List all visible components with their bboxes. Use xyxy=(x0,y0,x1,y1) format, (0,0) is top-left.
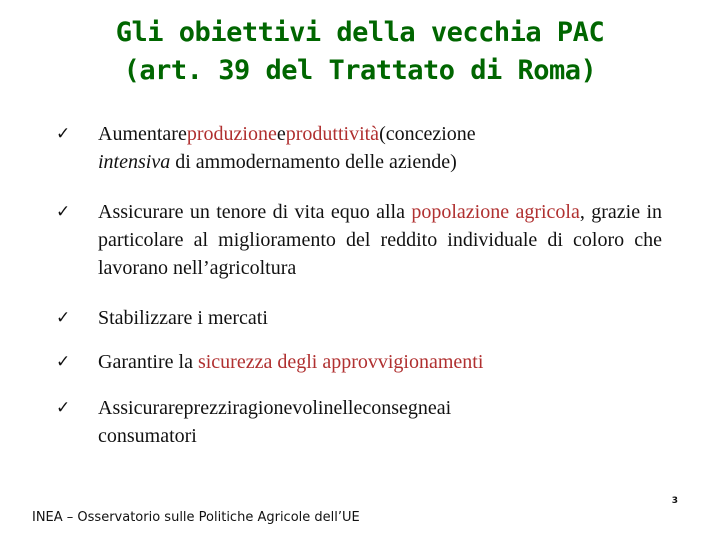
bullet-1-highlight-produttivita: produttività xyxy=(285,123,380,145)
bullet-1-line-2 xyxy=(98,148,476,176)
bullet-4-highlight: sicurezza degli approvvigionamenti xyxy=(197,351,484,373)
bullet-5-word: nelle xyxy=(323,397,363,419)
bullet-1-line-2-rest: di ammodernamento delle aziende) xyxy=(170,151,457,173)
bullet-1-italic-intensiva: intensiva xyxy=(98,151,171,173)
bullet-1-word-aumentare: Aumentare xyxy=(98,123,187,145)
check-icon: ✓ xyxy=(56,202,71,222)
bullet-item-4 xyxy=(56,348,483,376)
bullet-5-word: consegne xyxy=(362,397,437,419)
bullet-5-word: prezzi xyxy=(183,397,233,419)
slide-title xyxy=(60,14,660,90)
bullet-1-line-1 xyxy=(98,120,476,148)
check-icon: ✓ xyxy=(56,398,71,418)
bullet-item-2 xyxy=(56,198,662,282)
bullet-1-highlight-produzione: produzione xyxy=(186,123,277,145)
bullet-2-text-b: , grazie in particolare al miglioramento del reddito individuale di coloro che lavorano nell’agricoltura xyxy=(98,201,662,279)
title-line-1: Gli obiettivi della vecchia PAC xyxy=(115,17,605,48)
check-icon: ✓ xyxy=(56,124,71,144)
bullet-2-text-a: Assicurare un tenore di vita equo alla xyxy=(98,201,412,223)
check-icon: ✓ xyxy=(56,352,71,372)
check-icon: ✓ xyxy=(56,308,71,328)
bullet-2-highlight: popolazione agricola xyxy=(411,201,580,223)
bullet-1-word-e: e xyxy=(276,123,286,145)
bullet-5-word: ragionevoli xyxy=(232,397,324,419)
bullet-5-line-1 xyxy=(98,394,451,422)
bullet-item-1 xyxy=(56,120,476,176)
footer-text: INEA – Osservatorio sulle Politiche Agricole dell’UE xyxy=(32,510,360,525)
bullet-5-word: Assicurare xyxy=(98,397,184,419)
bullet-4-text-a: Garantire la xyxy=(98,351,198,373)
bullet-5-line-2: consumatori xyxy=(98,425,197,447)
bullet-3-text: Stabilizzare i mercati xyxy=(98,307,268,329)
page-number: 3 xyxy=(671,496,678,506)
bullet-1-word-concezione: (concezione xyxy=(379,123,476,145)
bullet-5-word: ai xyxy=(436,397,452,419)
bullet-item-3 xyxy=(56,304,268,332)
bullet-item-5 xyxy=(56,394,451,450)
title-line-2: (art. 39 del Trattato di Roma) xyxy=(123,55,597,86)
